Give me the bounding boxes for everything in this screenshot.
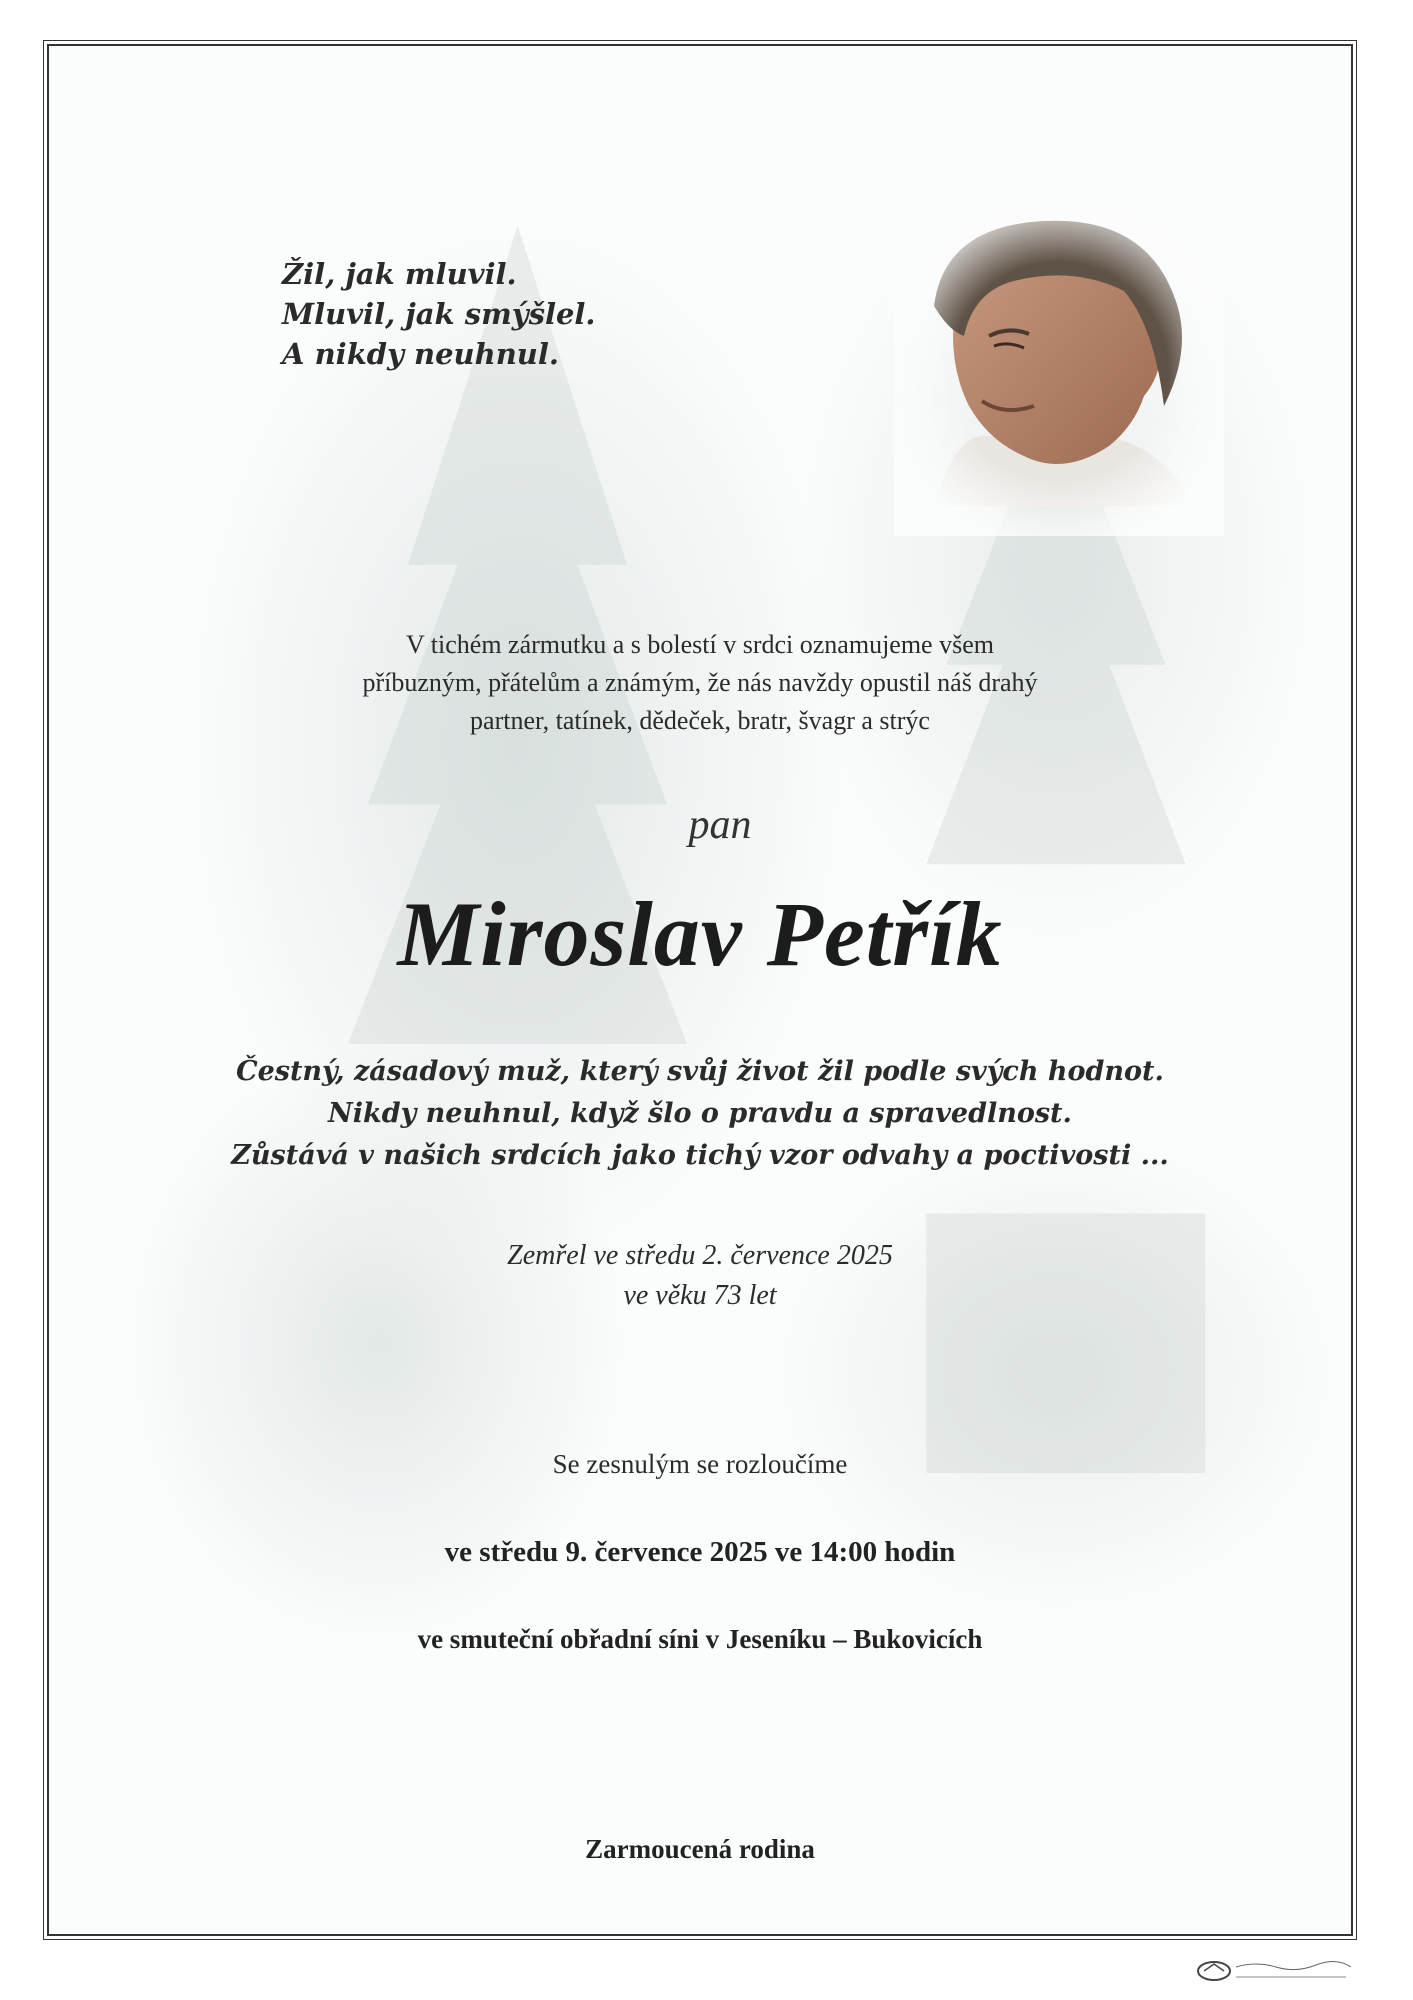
announcement-line: partner, tatínek, dědeček, bratr, švagr a strýc xyxy=(470,706,930,735)
announcement-text xyxy=(49,626,1351,740)
motto-quote xyxy=(282,254,596,374)
motto-line: Mluvil, jak smýšlel. xyxy=(282,297,596,331)
farewell-datetime: ve středu 9. července 2025 ve 14:00 hodin xyxy=(444,1536,956,1568)
family-signature: Zarmoucená rodina xyxy=(585,1834,815,1864)
farewell-intro: Se zesnulým se rozloučíme xyxy=(552,1449,848,1479)
farewell-place: ve smuteční obřadní síni v Jeseníku – Bukovicích xyxy=(417,1624,983,1654)
announcement-line: příbuzným, přátelům a známým, že nás navždy opustil náš drahý xyxy=(362,668,1038,697)
tribute-line: Nikdy neuhnul, když šlo o pravdu a spravedlnost. xyxy=(328,1098,1072,1129)
motto-line: A nikdy neuhnul. xyxy=(282,337,560,371)
notice-frame xyxy=(47,44,1353,1936)
tribute-line: Čestný, zásadový muž, který svůj život žil podle svých hodnot. xyxy=(236,1056,1164,1087)
funeral-service-logo-icon xyxy=(1196,1955,1356,1987)
tribute-line: Zůstává v našich srdcích jako tichý vzor odvahy a poctivosti ... xyxy=(231,1140,1169,1171)
motto-line: Žil, jak mluvil. xyxy=(282,257,517,291)
death-date: Zemřel ve středu 2. července 2025 xyxy=(507,1240,893,1271)
portrait-photo xyxy=(894,206,1224,536)
death-age: ve věku 73 let xyxy=(623,1280,777,1311)
tribute-text xyxy=(49,1051,1351,1177)
honorific: pan xyxy=(688,802,752,848)
announcement-line: V tichém zármutku a s bolestí v srdci oznamujeme všem xyxy=(406,630,994,659)
deceased-name: Miroslav Petřík xyxy=(397,883,1003,985)
death-info xyxy=(49,1236,1351,1316)
